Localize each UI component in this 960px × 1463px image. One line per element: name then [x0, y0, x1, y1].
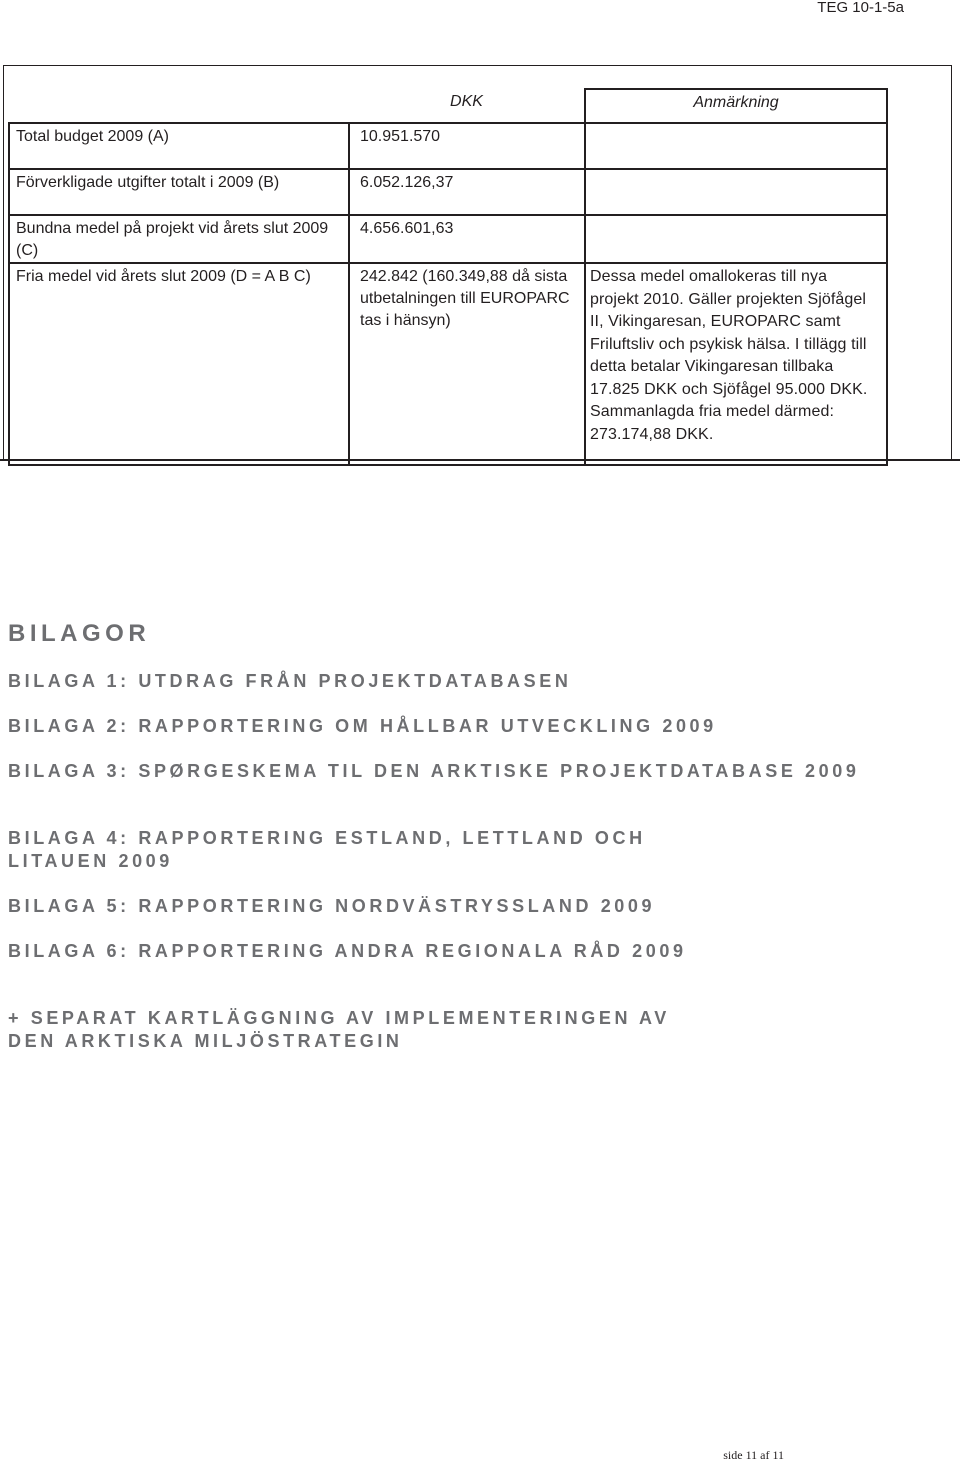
table-row	[9, 123, 887, 169]
row-label: Förverkligade utgifter totalt i 2009 (B)	[9, 169, 349, 215]
appendix-item: BILAGA 6: RAPPORTERING ANDRA REGIONALA RÅD 2009	[8, 941, 687, 961]
row-note	[585, 215, 887, 263]
row-label: Bundna medel på projekt vid årets slut 2009 (C)	[9, 215, 349, 263]
table-row	[9, 215, 887, 263]
column-header-amount: DKK	[349, 89, 585, 123]
row-label: Fria medel vid årets slut 2009 (D = A B C)	[9, 263, 349, 465]
appendix-item: BILAGA 2: RAPPORTERING OM HÅLLBAR UTVECKLING 2009	[8, 716, 717, 736]
row-amount: 242.842 (160.349,88 då sista utbetalningen till EUROPARC tas i hänsyn)	[349, 263, 585, 465]
row-label: Total budget 2009 (A)	[9, 123, 349, 169]
row-note	[585, 169, 887, 215]
appendix-item: BILAGA 5: RAPPORTERING NORDVÄSTRYSSLAND 2009	[8, 896, 656, 916]
table-bottom-rule	[0, 459, 960, 461]
row-amount: 6.052.126,37	[349, 169, 585, 215]
table-row	[9, 263, 887, 465]
row-amount: 10.951.570	[349, 123, 585, 169]
appendix-item: BILAGA 4: RAPPORTERING ESTLAND, LETTLAND OCH LITAUEN 2009	[8, 828, 646, 871]
appendix-item: + SEPARAT KARTLÄGGNING AV IMPLEMENTERINGEN AV DEN ARKTISKA MILJÖSTRATEGIN	[8, 1008, 670, 1051]
budget-table	[8, 88, 888, 466]
appendix-item: BILAGA 1: UTDRAG FRÅN PROJEKTDATABASEN	[8, 671, 572, 691]
column-header-note: Anmärkning	[585, 89, 887, 123]
document-code: TEG 10-1-5a	[817, 0, 904, 16]
appendices-title: BILAGOR	[8, 620, 151, 647]
row-amount: 4.656.601,63	[349, 215, 585, 263]
appendix-item: BILAGA 3: SPØRGESKEMA TIL DEN ARKTISKE PROJEKTDATABASE 2009	[8, 761, 860, 781]
row-note	[585, 123, 887, 169]
page-number: side 11 af 11	[723, 1448, 784, 1462]
row-note: Dessa medel omallokeras till nya projekt 2010. Gäller projekten Sjöfågel II, Vikingaresan, EUROPARC samt Friluftsliv och psykisk hälsa. I tillägg till detta betalar Vikingaresan tillbaka 17.825 DKK och Sjöfågel 95.000 DKK. Sammanlagda fria medel därmed: 273.174,88 DKK.	[585, 263, 887, 465]
header-empty-cell	[9, 89, 349, 123]
table-header-row	[9, 89, 887, 123]
table-row	[9, 169, 887, 215]
